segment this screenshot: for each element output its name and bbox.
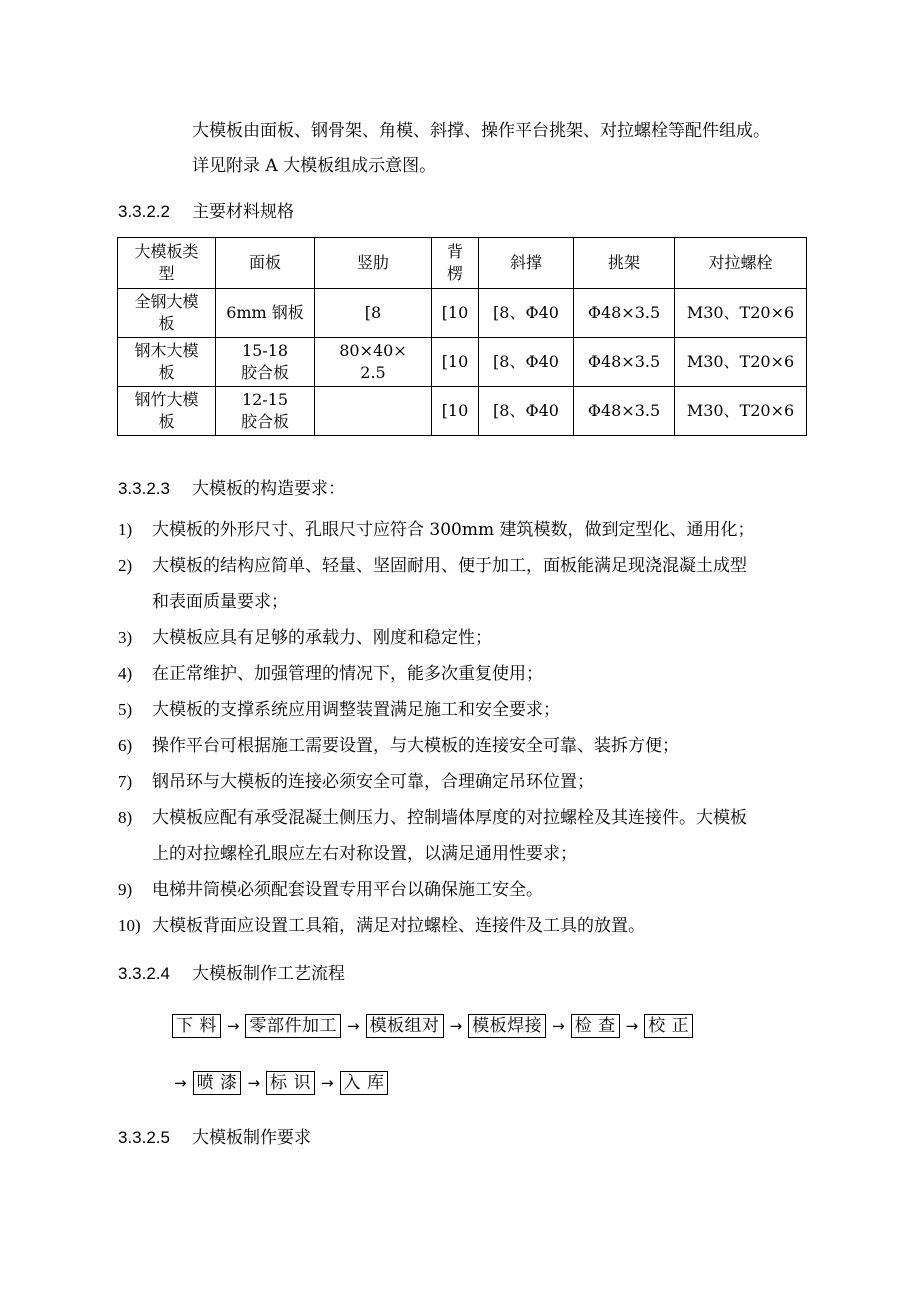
list-item-text: [152, 806, 838, 866]
cell-line: 竖肋: [356, 253, 389, 272]
flow-arrow-icon: →: [346, 1017, 360, 1035]
table-cell: [118, 289, 216, 338]
cell-line: M30、T20×6: [686, 352, 795, 371]
cell-line: 型: [158, 264, 175, 283]
table-cell: [574, 387, 675, 436]
material-spec-table: [117, 237, 807, 436]
cell-line: 背: [446, 242, 463, 261]
cell-line: 对拉螺栓: [708, 253, 773, 272]
list-item-text: [152, 878, 838, 902]
table-header-cell: [216, 238, 315, 289]
section-number: 3.3.2.4: [118, 964, 170, 983]
list-item: [118, 878, 838, 902]
cell-line: M30、T20×6: [686, 303, 795, 322]
flow-step-box: 标 识: [266, 1071, 315, 1095]
section-title: 主要材料规格: [192, 202, 294, 222]
cell-line: 面板: [248, 253, 281, 272]
section-heading-3-3-2-5: [118, 1126, 311, 1150]
flow-step-box: 下 料: [172, 1014, 221, 1038]
process-flow-row-1: [172, 1014, 693, 1038]
table-cell: [432, 387, 479, 436]
cell-line: [10: [441, 401, 469, 420]
list-item-line: 大模板的结构应简单、轻量、坚固耐用、便于加工，面板能满足现浇混凝土成型: [152, 556, 747, 576]
cell-line: Φ48×3.5: [587, 352, 661, 371]
list-item-number: 9): [118, 880, 133, 899]
list-item: [118, 626, 838, 650]
table-header-cell: [118, 238, 216, 289]
list-item: [118, 806, 838, 866]
cell-line: [10: [441, 303, 469, 322]
list-item: [118, 914, 838, 938]
list-item-text: [152, 626, 838, 650]
list-item: [118, 554, 838, 614]
list-item-text: [152, 914, 838, 938]
list-item-line: 大模板应配有承受混凝土侧压力、控制墙体厚度的对拉螺栓及其连接件。大模板: [152, 808, 747, 828]
cell-line: M30、T20×6: [686, 401, 795, 420]
list-item-text: [152, 554, 838, 614]
list-item-number: 8): [118, 808, 133, 827]
table-cell: [432, 289, 479, 338]
list-item-line: 钢吊环与大模板的连接必须安全可靠，合理确定吊环位置；: [152, 772, 594, 792]
list-item-number: 3): [118, 628, 133, 647]
section-title: 大模板制作要求: [192, 1128, 311, 1148]
flow-step-box: 零部件加工: [245, 1014, 341, 1038]
list-item-number: 7): [118, 772, 133, 791]
table-cell: [315, 387, 432, 436]
flow-step-box: 入 库: [340, 1071, 389, 1095]
list-item-text: [152, 662, 838, 686]
cell-line: 15-18: [241, 341, 289, 360]
section-heading-3-3-2-3: [118, 477, 345, 501]
table-cell: [118, 338, 216, 387]
table-cell: [118, 387, 216, 436]
list-item-text: [152, 734, 838, 758]
flow-step-box: 模板焊接: [468, 1014, 546, 1038]
table-cell: [675, 387, 807, 436]
section-number: 3.3.2.3: [118, 479, 170, 498]
cell-line: 2.5: [360, 363, 386, 382]
list-item: [118, 518, 838, 542]
table-cell: [315, 338, 432, 387]
intro-line-2: 详见附录 A 大模板组成示意图。: [192, 156, 437, 176]
cell-line: 板: [158, 314, 175, 333]
cell-line: 12-15: [241, 390, 289, 409]
table-header-row: [118, 238, 807, 289]
cell-line: 6mm 钢板: [226, 303, 304, 322]
table-cell: [675, 338, 807, 387]
section-title: 大模板的构造要求：: [192, 479, 345, 499]
table-cell: [574, 289, 675, 338]
cell-line: 挑架: [607, 253, 640, 272]
list-item-line: 操作平台可根据施工需要设置，与大模板的连接安全可靠、装拆方便；: [152, 736, 679, 756]
cell-line: 板: [158, 363, 175, 382]
table-cell: [574, 338, 675, 387]
section-number: 3.3.2.2: [118, 202, 170, 221]
section-number: 3.3.2.5: [118, 1128, 170, 1147]
list-item-text: [152, 698, 838, 722]
table-header-cell: [574, 238, 675, 289]
flow-arrow-icon: →: [247, 1074, 261, 1092]
cell-line: [8: [364, 303, 382, 322]
flow-step-box: 检 查: [571, 1014, 620, 1038]
cell-line: [8、Φ40: [493, 352, 559, 371]
table-cell: [479, 338, 574, 387]
list-item-text: [152, 770, 838, 794]
section-title: 大模板制作工艺流程: [192, 964, 345, 984]
cell-line: 80×40×: [339, 341, 407, 360]
cell-line: 斜撑: [509, 253, 542, 272]
table-cell: [216, 387, 315, 436]
cell-line: Φ48×3.5: [587, 303, 661, 322]
cell-line: 钢竹大模: [134, 390, 199, 409]
flow-arrow-icon: →: [449, 1017, 463, 1035]
table-header-cell: [479, 238, 574, 289]
table-row: [118, 289, 807, 338]
process-flow-row-2: [172, 1071, 388, 1095]
list-item-line: 大模板应具有足够的承载力、刚度和稳定性；: [152, 628, 492, 648]
cell-line: 楞: [446, 264, 463, 283]
list-item-number: 4): [118, 664, 133, 683]
list-item-number: 2): [118, 556, 133, 575]
cell-line: 钢木大模: [134, 341, 199, 360]
table-cell: [675, 289, 807, 338]
cell-line: [8、Φ40: [493, 401, 559, 420]
cell-line: Φ48×3.5: [587, 401, 661, 420]
list-item: [118, 662, 838, 686]
list-item-line: 电梯井筒模必须配套设置专用平台以确保施工安全。: [152, 880, 543, 900]
flow-step-box: 喷 漆: [193, 1071, 242, 1095]
flow-arrow-icon: →: [174, 1074, 187, 1092]
list-item-text: [152, 518, 838, 542]
list-item: [118, 770, 838, 794]
table-cell: [432, 338, 479, 387]
table-header-cell: [432, 238, 479, 289]
list-item-number: 5): [118, 700, 133, 719]
requirements-list: [118, 518, 838, 950]
flow-arrow-icon: →: [226, 1017, 240, 1035]
list-item-line: 大模板的外形尺寸、孔眼尺寸应符合 300mm 建筑模数，做到定型化、通用化；: [152, 520, 755, 540]
flow-arrow-icon: →: [552, 1017, 565, 1035]
table-cell: [315, 289, 432, 338]
section-heading-3-3-2-4: [118, 962, 345, 986]
table-header-cell: [675, 238, 807, 289]
list-item-line: 大模板的支撑系统应用调整装置满足施工和安全要求；: [152, 700, 560, 720]
table-cell: [479, 387, 574, 436]
table-row: [118, 387, 807, 436]
flow-arrow-icon: →: [320, 1074, 334, 1092]
table-header-cell: [315, 238, 432, 289]
table-cell: [479, 289, 574, 338]
section-heading-3-3-2-2: [118, 200, 294, 224]
table-cell: [216, 338, 315, 387]
cell-line: 胶合板: [240, 412, 289, 431]
list-item-line: 上的对拉螺栓孔眼应左右对称设置，以满足通用性要求；: [152, 844, 577, 864]
list-item-line: 和表面质量要求；: [152, 592, 288, 612]
intro-line-1: 大模板由面板、钢骨架、角模、斜撑、操作平台挑架、对拉螺栓等配件组成。: [192, 121, 770, 141]
list-item-number: 6): [118, 736, 133, 755]
cell-line: 全钢大模: [134, 292, 199, 311]
list-item-number: 10): [118, 916, 141, 935]
cell-line: 胶合板: [240, 363, 289, 382]
list-item-line: 大模板背面应设置工具箱，满足对拉螺栓、连接件及工具的放置。: [152, 916, 645, 936]
flow-step-box: 校 正: [644, 1014, 693, 1038]
list-item: [118, 698, 838, 722]
flow-arrow-icon: →: [625, 1017, 639, 1035]
cell-line: 大模板类: [134, 242, 199, 261]
flow-step-box: 模板组对: [366, 1014, 444, 1038]
list-item-line: 在正常维护、加强管理的情况下，能多次重复使用；: [152, 664, 543, 684]
list-item: [118, 734, 838, 758]
cell-line: [10: [441, 352, 469, 371]
list-item-number: 1): [118, 520, 133, 539]
table-cell: [216, 289, 315, 338]
cell-line: 板: [158, 412, 175, 431]
table-row: [118, 338, 807, 387]
cell-line: [8、Φ40: [493, 303, 559, 322]
